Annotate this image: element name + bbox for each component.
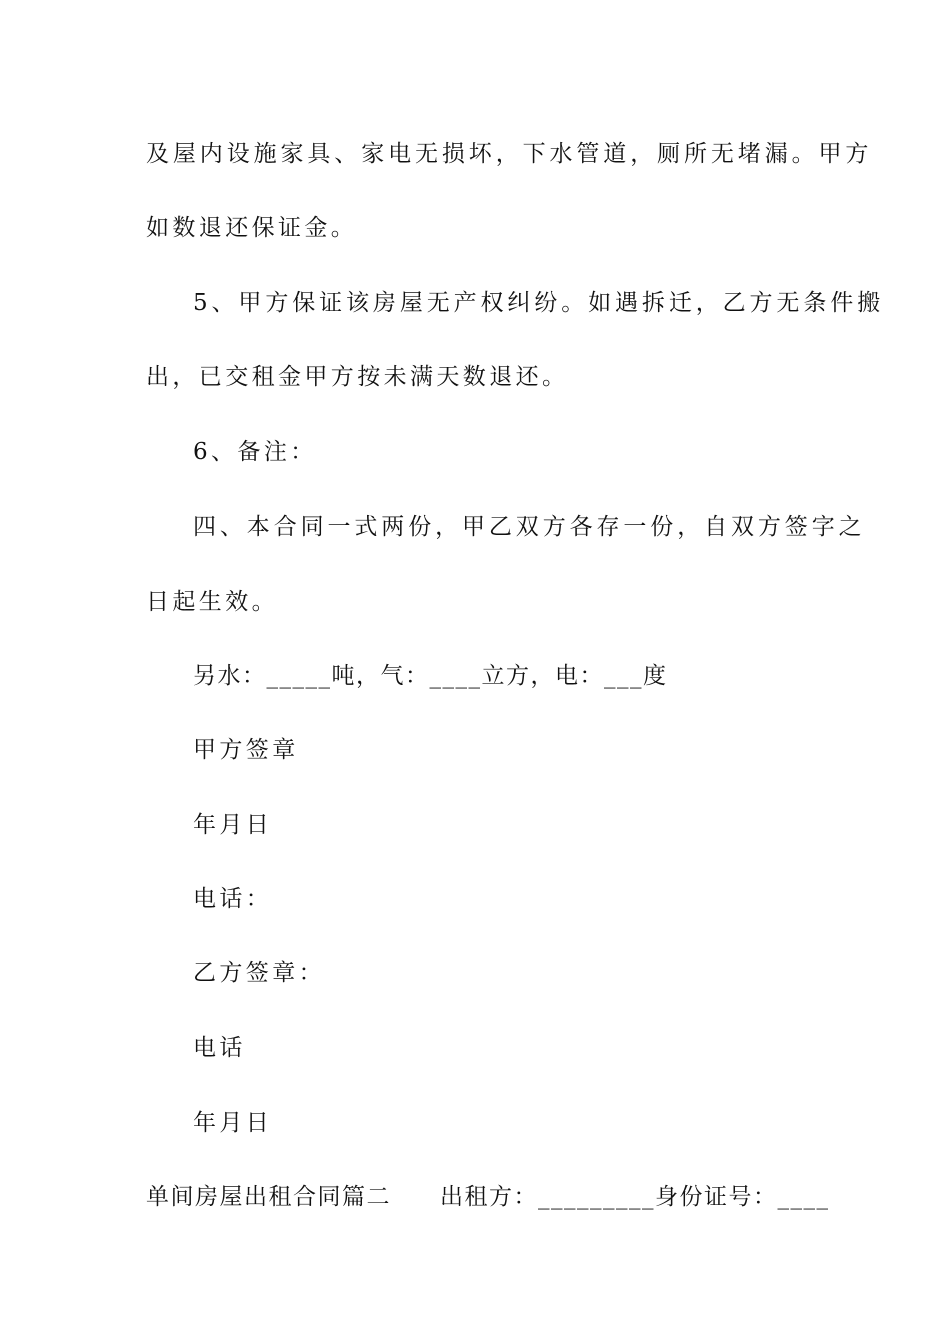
date-label: 年月日 — [193, 1110, 273, 1136]
section-heading-line: 单间房屋出租合同篇二 出租方：_________身份证号：____ — [146, 1184, 830, 1210]
phone-label: 电话 — [193, 1035, 246, 1061]
paragraph-line: 6、备注： — [193, 439, 317, 465]
paragraph-line: 及屋内设施家具、家电无损坏，下水管道，厕所无堵漏。甲方 — [146, 141, 873, 167]
party-b-signature-label: 乙方签章： — [193, 960, 325, 986]
party-a-signature-label: 甲方签章 — [193, 737, 299, 763]
paragraph-line: 如数退还保证金。 — [146, 215, 358, 241]
paragraph-line: 日起生效。 — [146, 589, 278, 615]
utilities-line: 另水：_____吨，气：____立方，电：___度 — [193, 663, 668, 689]
phone-label: 电话： — [193, 886, 273, 912]
date-label: 年月日 — [193, 812, 273, 838]
paragraph-line: 出，已交租金甲方按未满天数退还。 — [146, 364, 569, 390]
paragraph-line: 四、本合同一式两份，甲乙双方各存一份，自双方签字之 — [193, 514, 866, 540]
paragraph-line: 5、甲方保证该房屋无产权纠纷。如遇拆迁，乙方无条件搬 — [193, 290, 885, 316]
